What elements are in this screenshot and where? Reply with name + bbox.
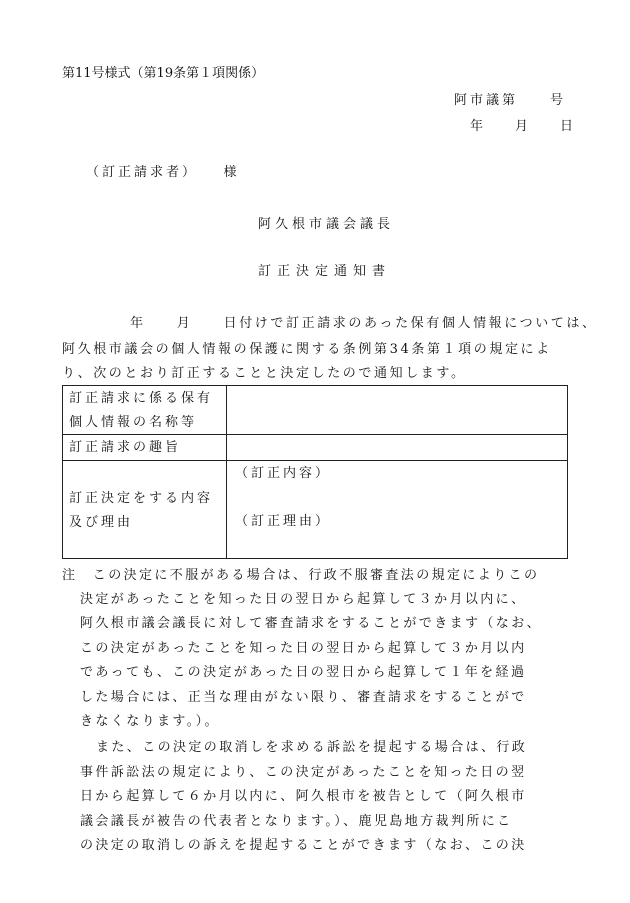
document-title: 訂正決定通知書 [258, 264, 392, 279]
note-line-2: 決定があったことを知った日の翌日から起算して３か月以内に、 [80, 592, 527, 607]
note-line-4: この決定があったことを知った日の翌日から起算して３か月以内 [80, 641, 527, 656]
issuer-name: 阿久根市議会議長 [258, 217, 395, 232]
decision-table [62, 385, 568, 559]
table-column-divider [226, 386, 227, 558]
note-line-1: 注 この決定に不服がある場合は、行政不服審査法の規定によりこの [62, 568, 540, 583]
note-line-3: 阿久根市議会議長に対して審査請求をすることができます（なお、 [80, 616, 543, 631]
note-line-6: した場合には、正当な理由がない限り、審査請求をすることがで [80, 690, 527, 705]
row3-label-line1: 訂正決定をする内容 [69, 491, 214, 506]
row3-label-line2: 及び理由 [69, 515, 134, 530]
note-line-10: 日から起算して６か月以内に、阿久根市を被告として（阿久根市 [80, 789, 527, 804]
row3-content-correction: （訂正内容） [235, 466, 332, 481]
body-line-2: 阿久根市議会の個人情報の保護に関する条例第34条第１項の規定によ [62, 342, 552, 357]
table-row-divider [63, 460, 567, 461]
form-number: 第11号様式（第19条第１項関係） [62, 66, 265, 81]
row3-content-reason: （訂正理由） [235, 514, 332, 529]
note-line-12: の決定の取消しの訴えを提起することができます（なお、この決 [80, 838, 527, 853]
note-line-5: であっても、この決定があった日の翌日から起算して１年を経過 [80, 665, 527, 680]
note-line-9: 事件訴訟法の規定により、この決定があったことを知った日の翌 [80, 765, 527, 780]
note-line-7: きなくなります。）。 [80, 714, 220, 729]
body-line-1: 年 月 日付けで訂正請求のあった保有個人情報については、 [130, 316, 598, 331]
note-line-8: また、この決定の取消しを求める訴訟を提起する場合は、行政 [96, 740, 528, 755]
note-line-11: 議会議長が被告の代表者となります。）、鹿児島地方裁判所にこ [80, 814, 513, 829]
table-row-divider [63, 434, 567, 435]
row1-label-line2: 個人情報の名称等 [69, 415, 198, 430]
document-date: 年 月 日 [470, 119, 576, 134]
body-line-3: り、次のとおり訂正することと決定したので通知します。 [62, 366, 467, 381]
row2-label: 訂正請求の趣旨 [69, 440, 182, 455]
document-number: 阿市議第 号 [454, 93, 567, 108]
row1-label-line1: 訂正請求に係る保有 [69, 391, 214, 406]
addressee: （訂正請求者） 様 [86, 165, 240, 180]
